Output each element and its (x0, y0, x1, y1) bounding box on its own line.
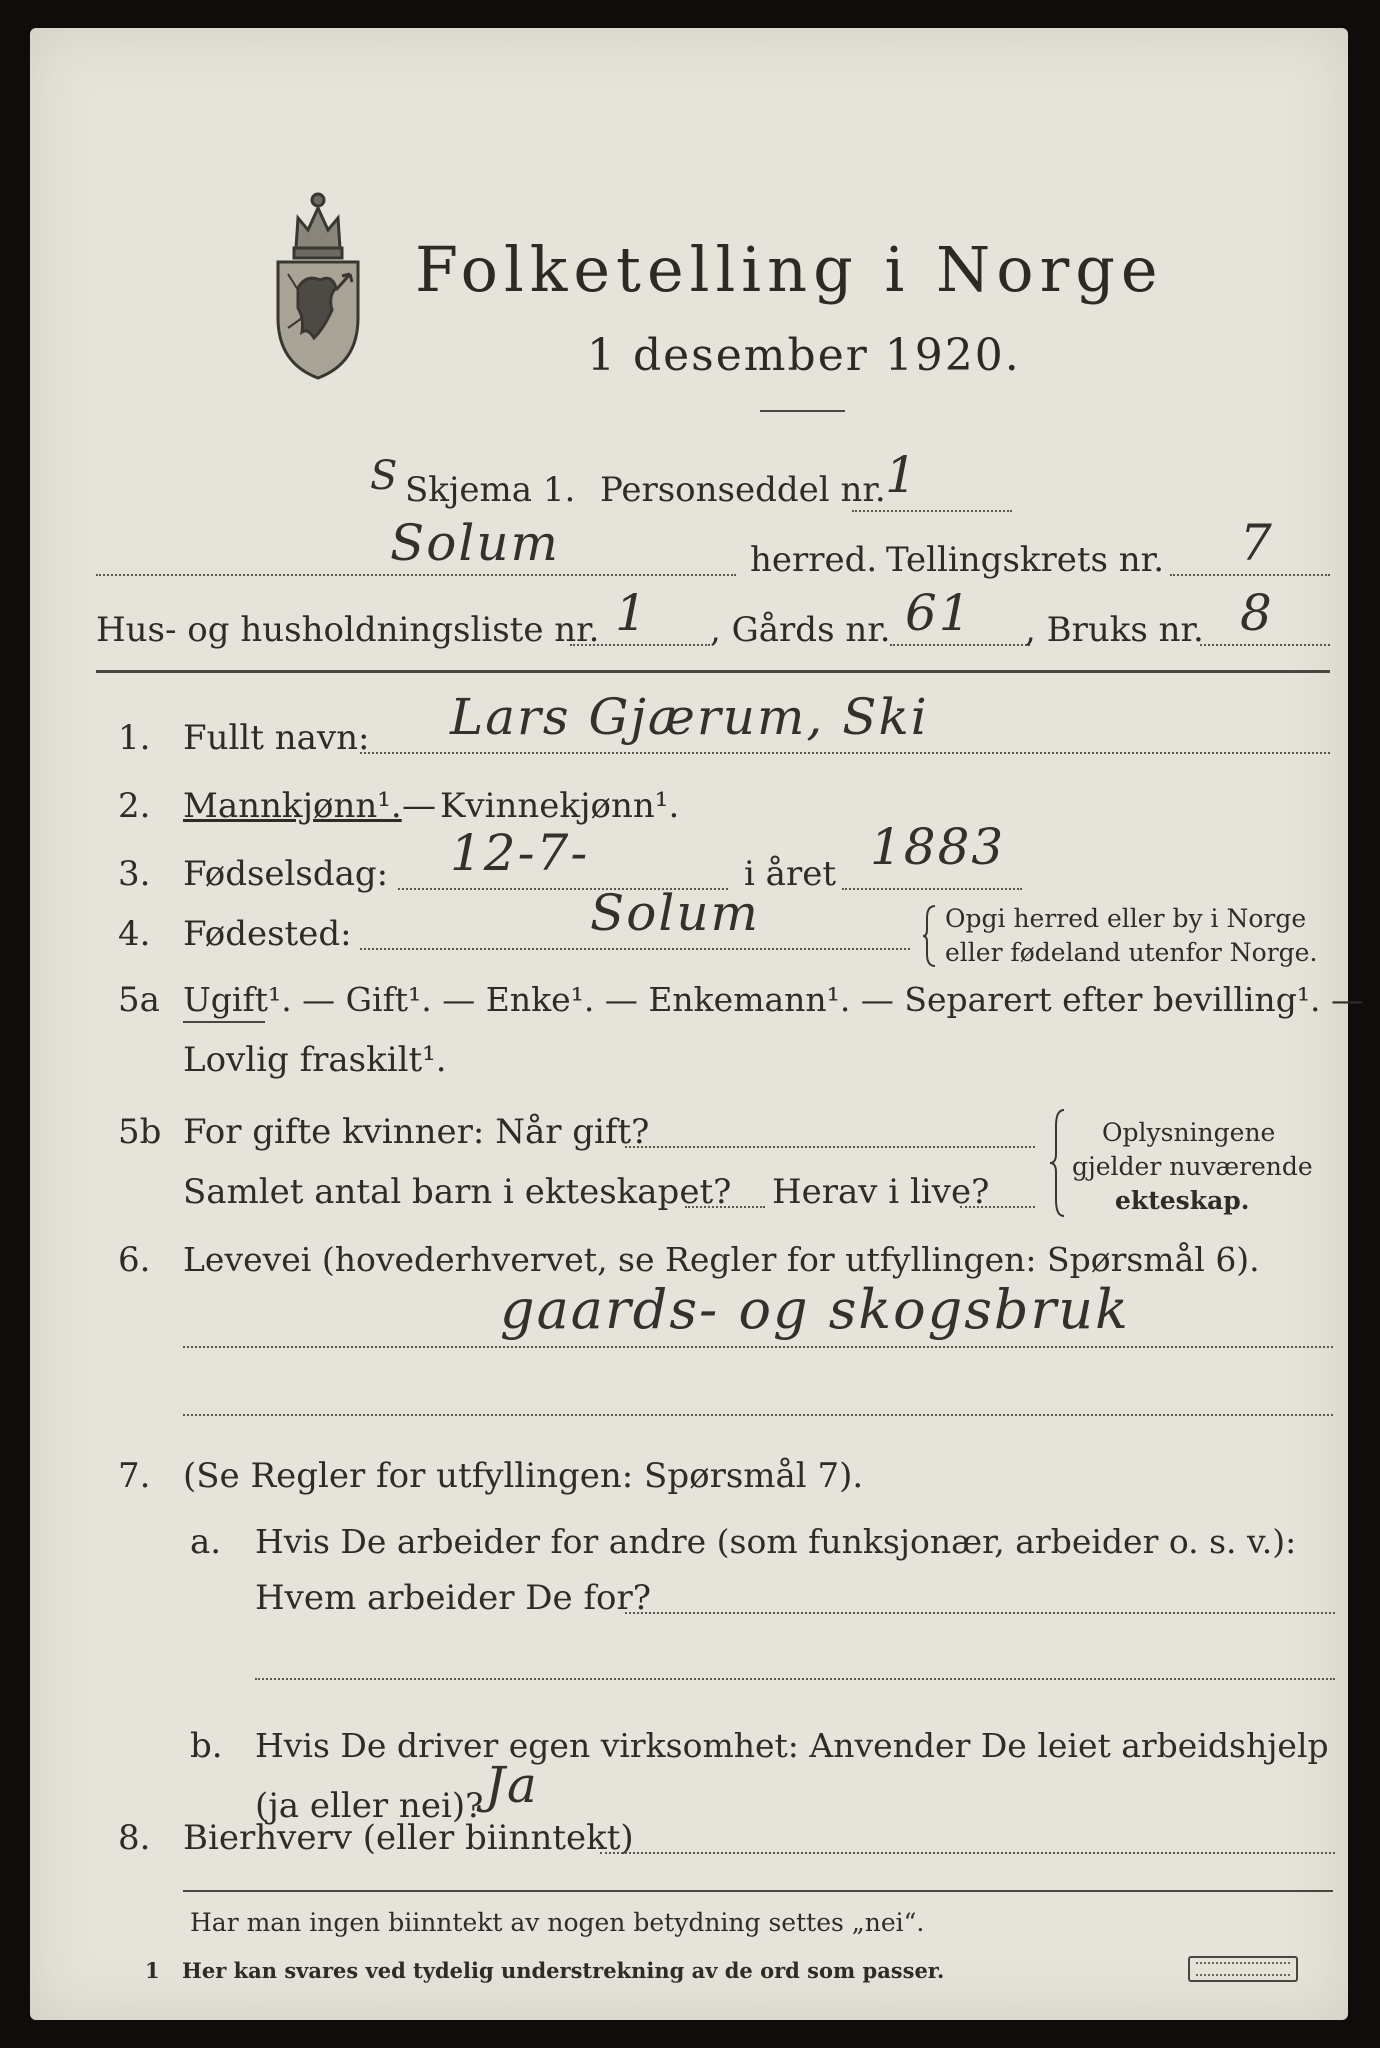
herred-label: herred. (750, 540, 878, 580)
q5a-marital-options[interactable]: Ugift¹. — Gift¹. — Enke¹. — Enkemann¹. — Separert efter bevilling¹. — (183, 980, 1365, 1019)
q5a-marital-options-cont[interactable]: Lovlig fraskilt¹. (183, 1040, 447, 1080)
gards-label: , Gårds nr. (710, 610, 891, 650)
q8-field-line (600, 1852, 1335, 1854)
q5b-number: 5b (118, 1112, 162, 1152)
q5b-brace-icon (1050, 1108, 1068, 1218)
census-form-sheet (30, 28, 1365, 2020)
personseddel-field-line (852, 510, 1012, 512)
q5b-label-children: Samlet antal barn i ekteskapet? (183, 1172, 732, 1212)
q2-mannkjonn-option[interactable]: Mannkjønn¹. (183, 786, 402, 826)
q3-year-label: i året (744, 854, 836, 894)
q2-kvinnekjonn-option[interactable]: Kvinnekjønn¹. (440, 786, 680, 826)
printer-stamp (1188, 1956, 1298, 1982)
q4-note-line-1: Opgi herred eller by i Norge (945, 904, 1307, 933)
q4-value-birthplace[interactable]: Solum (590, 884, 760, 942)
q6-label: Levevei (hovederhvervet, se Regler for utfyllingen: Spørsmål 6). (183, 1240, 1260, 1279)
q3-year-field-line (842, 888, 1022, 890)
q5b-label-alive: Herav i live? (772, 1172, 990, 1212)
q4-number: 4. (118, 914, 151, 954)
q3-label: Fødselsdag: (183, 854, 389, 894)
q3-number: 3. (118, 854, 151, 894)
q4-label: Fødested: (183, 914, 352, 954)
tellingskrets-field-line (1170, 574, 1330, 576)
q7b-letter: b. (190, 1726, 223, 1766)
q7b-value[interactable]: Ja (485, 1756, 539, 1814)
skjema-mark: S (370, 453, 400, 499)
q5a-number: 5a (118, 980, 160, 1020)
bruks-label: , Bruks nr. (1025, 610, 1204, 650)
q7b-line-1: Hvis De driver egen virksomhet: Anvender De leiet arbeidshjelp (255, 1726, 1329, 1765)
q7a-letter: a. (190, 1522, 222, 1562)
form-title: Folketelling i Norge (415, 233, 1164, 306)
title-divider (760, 410, 845, 412)
q7a-line-2: Hvem arbeider De for? (255, 1578, 651, 1618)
skjema-label: Skjema 1. (405, 470, 576, 510)
q5b-note-line-2: gjelder nuværende (1072, 1152, 1313, 1181)
q3-year-value[interactable]: 1883 (870, 818, 1006, 876)
footnote-text: Her kan svares ved tydelig understrekning av de ord som passer. (182, 1958, 945, 1983)
q7a-field-line-1 (625, 1612, 1335, 1614)
q7-label: (Se Regler for utfyllingen: Spørsmål 7). (183, 1456, 864, 1496)
husholdningsliste-value[interactable]: 1 (615, 584, 649, 642)
census-date: 1 desember 1920. (587, 330, 1021, 381)
q7a-line-1: Hvis De arbeider for andre (som funksjonær, arbeider o. s. v.): (255, 1522, 1297, 1561)
personseddel-label: Personseddel nr. (600, 470, 886, 510)
q4-note-line-2: eller fødeland utenfor Norge. (945, 938, 1318, 967)
q5b-note-line-3: ekteskap. (1115, 1186, 1250, 1215)
herred-value[interactable]: Solum (390, 514, 560, 572)
q6-number: 6. (118, 1240, 151, 1280)
q5b-married-when-field-line (625, 1146, 1035, 1148)
q5b-children-field-line (685, 1206, 765, 1208)
q5b-note-line-1: Oplysningene (1102, 1118, 1276, 1147)
q5a-ugift-underline (183, 1021, 265, 1023)
q1-label: Fullt navn: (183, 718, 370, 758)
gards-value[interactable]: 61 (905, 584, 973, 642)
footer-note: Har man ingen biinntekt av nogen betydning settes „nei“. (190, 1908, 925, 1937)
q8-label: Bierhverv (eller biinntekt) (183, 1818, 634, 1858)
husholdningsliste-label: Hus- og husholdningsliste nr. (96, 610, 600, 650)
q4-brace-icon (923, 904, 939, 968)
q6-field-line-2 (183, 1414, 1333, 1416)
q3-day-value[interactable]: 12-7- (450, 824, 590, 882)
q7a-field-line-2 (255, 1678, 1335, 1680)
q5b-label-married-when: For gifte kvinner: Når gift? (183, 1112, 650, 1152)
q7-number: 7. (118, 1456, 151, 1496)
personseddel-value[interactable]: 1 (885, 446, 919, 504)
tellingskrets-label: Tellingskrets nr. (886, 540, 1165, 580)
footer-divider (183, 1890, 1333, 1892)
q5b-alive-field-line (960, 1206, 1035, 1208)
herred-field-line (96, 574, 736, 576)
husholdningsliste-field-line (570, 644, 710, 646)
bruks-value[interactable]: 8 (1240, 584, 1274, 642)
q4-field-line (360, 948, 910, 950)
q1-value-full-name[interactable]: Lars Gjærum, Ski (450, 688, 929, 746)
q2-separator: — (402, 786, 436, 826)
footnote-number: 1 (145, 1958, 160, 1983)
norwegian-coat-of-arms-icon (258, 178, 378, 388)
q6-value-occupation[interactable]: gaards- og skogsbruk (500, 1278, 1130, 1341)
tellingskrets-value[interactable]: 7 (1240, 514, 1274, 572)
q2-number: 2. (118, 786, 151, 826)
q6-field-line-1 (183, 1346, 1333, 1348)
header-divider (96, 670, 1330, 673)
gards-field-line (890, 644, 1030, 646)
q1-number: 1. (118, 718, 151, 758)
q7b-line-2: (ja eller nei)? (255, 1786, 484, 1826)
q1-field-line (360, 752, 1330, 754)
q8-number: 8. (118, 1818, 151, 1858)
bruks-field-line (1200, 644, 1330, 646)
